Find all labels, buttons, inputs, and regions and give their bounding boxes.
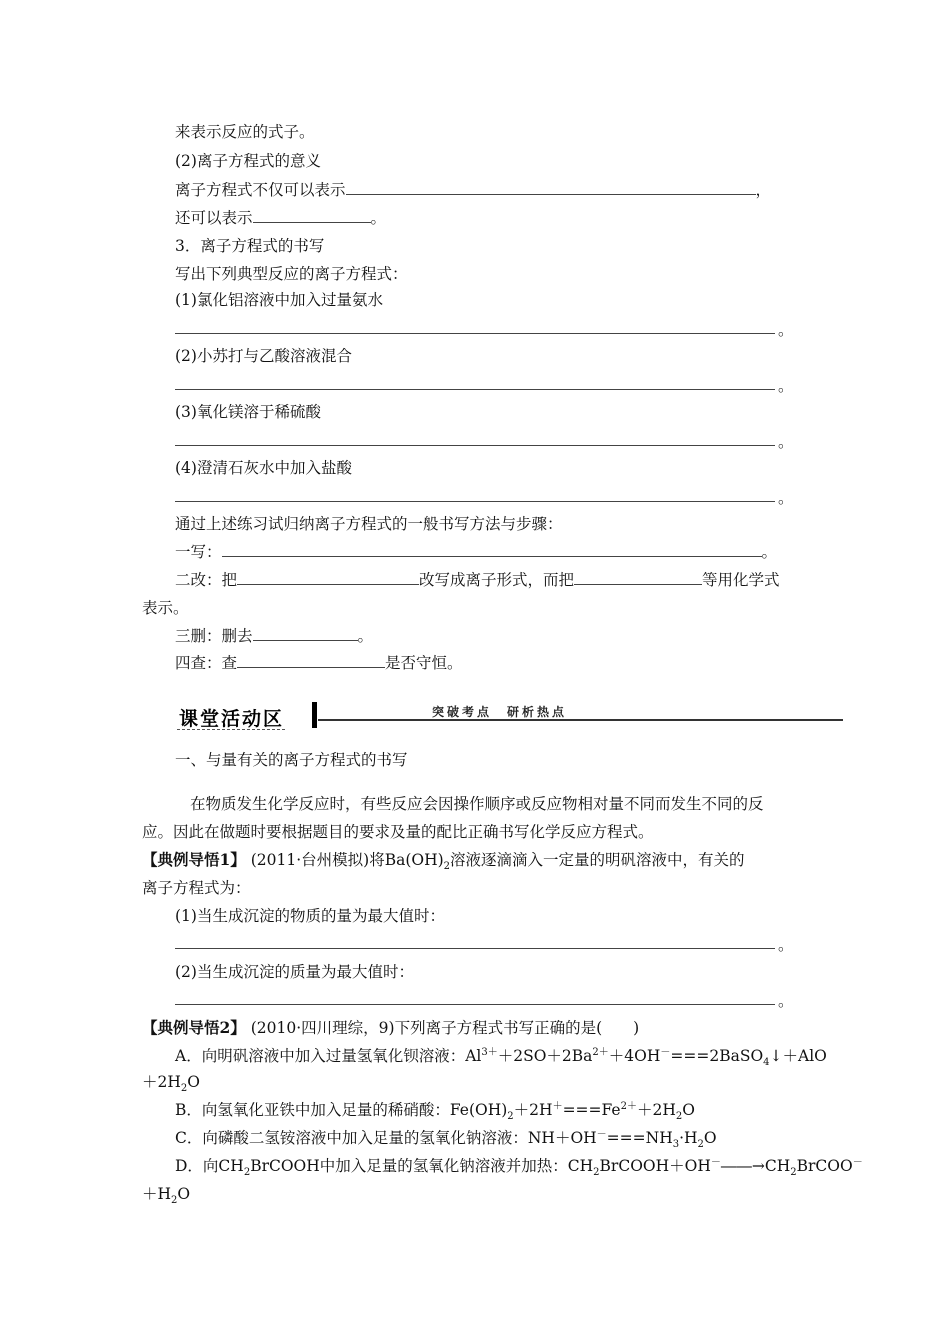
superscript: ＋	[552, 1100, 563, 1112]
option-a[interactable]	[175, 1046, 827, 1069]
text: O	[177, 1185, 191, 1203]
option-d[interactable]	[175, 1156, 863, 1179]
text: BrCOO	[796, 1157, 853, 1175]
example-tag: 【典例导悟1】	[142, 850, 246, 869]
question-item-3: (3)氧化镁溶于稀硫酸	[175, 403, 321, 421]
text: 溶液逐滴滴入一定量的明矾溶液中，有关的	[450, 851, 745, 869]
answer-blank-4[interactable]	[175, 501, 775, 502]
subscript: 2	[180, 1083, 188, 1095]
subscript: 4	[763, 1057, 770, 1069]
text: (2010·四川理综，9)下列离子方程式书写正确的是( )	[250, 1019, 640, 1037]
label: 是否守恒。	[385, 654, 463, 672]
example-2	[142, 1018, 639, 1038]
instruction: 写出下列典型反应的离子方程式：	[175, 265, 408, 283]
banner-title: 课堂活动区	[179, 708, 285, 730]
section-banner	[175, 700, 315, 732]
text: A．向明矾溶液中加入过量氢氧化钡溶液：Al	[175, 1047, 482, 1065]
text: (2011·台州模拟)将Ba(OH)	[250, 851, 444, 869]
text: D．向CH	[175, 1157, 244, 1175]
text: ===NH	[606, 1129, 673, 1147]
blank-step-4[interactable]	[237, 653, 385, 668]
text: BrCOOH＋OH	[599, 1157, 711, 1175]
punct: 。	[778, 377, 794, 395]
section-heading-1: 一、与量有关的离子方程式的书写	[175, 751, 408, 769]
step-2-cont: 表示。	[142, 599, 189, 617]
example-tag: 【典例导悟2】	[142, 1018, 246, 1037]
text-line: 来表示反应的式子。	[175, 123, 315, 141]
banner-bar	[312, 702, 317, 728]
label: 还可以表示	[175, 209, 253, 227]
subscript: 2	[790, 1167, 797, 1179]
punct: 。	[370, 209, 387, 227]
question-item-2: (2)小苏打与乙酸溶液混合	[175, 347, 352, 365]
answer-blank-ex1-q2[interactable]	[175, 1004, 775, 1005]
fill-line-meaning-a	[175, 180, 771, 200]
text: ·H	[679, 1129, 698, 1147]
blank-step-3[interactable]	[253, 626, 358, 641]
step-3	[175, 626, 373, 646]
question-item-1: (1)氯化铝溶液中加入过量氨水	[175, 291, 383, 309]
text: ＋2SO＋2Ba	[497, 1047, 593, 1065]
label: 三删：删去	[175, 627, 253, 645]
label: 一写：	[175, 543, 222, 561]
text: ＋2H	[636, 1101, 676, 1119]
fill-line-meaning-b	[175, 208, 386, 228]
subscript: 2	[243, 1167, 251, 1179]
superscript: 2＋	[620, 1100, 637, 1112]
step-4	[175, 653, 463, 673]
option-b[interactable]	[175, 1100, 695, 1123]
text: C．向磷酸二氢铵溶液中加入足量的氢氧化钠溶液：NH＋OH	[175, 1129, 597, 1147]
superscript: 3＋	[481, 1046, 498, 1058]
text: ＋4OH	[608, 1047, 661, 1065]
punct: 。	[778, 992, 794, 1010]
punct: 。	[778, 936, 794, 954]
punct: 。	[778, 489, 794, 507]
text: ＋H	[142, 1185, 172, 1203]
blank-step-2a[interactable]	[237, 570, 419, 585]
step-2	[175, 570, 780, 590]
text: ===2BaSO	[670, 1047, 764, 1065]
subscript: 2	[593, 1167, 600, 1179]
question-item-4: (4)澄清石灰水中加入盐酸	[175, 459, 352, 477]
example-1-cont: 离子方程式为：	[142, 879, 251, 897]
answer-blank-3[interactable]	[175, 445, 775, 446]
paragraph-line-1: 在物质发生化学反应时，有些反应会因操作顺序或反应物相对量不同而发生不同的反	[190, 795, 764, 813]
option-c[interactable]	[175, 1128, 717, 1151]
label: 改写成离子形式，而把	[419, 571, 575, 589]
punct: 。	[778, 433, 794, 451]
punct: 。	[357, 627, 374, 645]
banner-subtitle: 突破考点 研析热点	[432, 705, 568, 719]
subscript: 2	[697, 1139, 704, 1151]
superscript: －	[660, 1046, 671, 1058]
text: O	[682, 1101, 695, 1119]
subscript: 2	[507, 1111, 514, 1123]
text: O	[187, 1073, 200, 1091]
subheading-meaning: (2)离子方程式的意义	[175, 152, 321, 170]
answer-blank-1[interactable]	[175, 333, 775, 334]
banner-underline	[177, 729, 285, 730]
superscript: 2＋	[592, 1046, 609, 1058]
answer-blank-2[interactable]	[175, 389, 775, 390]
subscript: 2	[443, 861, 451, 873]
text: ＋2H	[142, 1073, 181, 1091]
summary-text: 通过上述练习试归纳离子方程式的一般书写方法与步骤：	[175, 515, 563, 533]
punct: 。	[761, 543, 778, 561]
subscript: 2	[675, 1111, 683, 1123]
paragraph-line-2: 应。因此在做题时要根据题目的要求及量的配比正确书写化学反应方程式。	[142, 823, 654, 841]
punct: ，	[755, 181, 772, 199]
text: B．向氢氧化亚铁中加入足量的稀硝酸：Fe(OH)	[175, 1101, 508, 1119]
blank-step-1[interactable]	[222, 542, 762, 557]
label: 四查：查	[175, 654, 238, 672]
blank-meaning-a[interactable]	[346, 180, 756, 195]
step-1	[175, 542, 777, 562]
text: BrCOOH中加入足量的氢氧化钠溶液并加热：CH	[250, 1157, 594, 1175]
example-1-q1: (1)当生成沉淀的物质的量为最大值时：	[175, 907, 445, 925]
superscript: －	[596, 1128, 607, 1140]
text: ――→CH	[720, 1157, 791, 1175]
answer-blank-ex1-q1[interactable]	[175, 948, 775, 949]
superscript: －	[710, 1156, 721, 1168]
subscript: 3	[672, 1139, 680, 1151]
blank-step-2b[interactable]	[574, 570, 702, 585]
subscript: 2	[171, 1195, 178, 1207]
example-1	[142, 850, 745, 873]
text: ↓＋AlO	[769, 1047, 827, 1065]
blank-meaning-b[interactable]	[253, 208, 371, 223]
punct: 。	[778, 321, 794, 339]
label: 等用化学式	[702, 571, 780, 589]
example-1-q2: (2)当生成沉淀的质量为最大值时：	[175, 963, 414, 981]
label: 二改：把	[175, 571, 238, 589]
text: ===Fe	[562, 1101, 621, 1119]
label: 离子方程式不仅可以表示	[175, 181, 346, 199]
option-d-cont	[142, 1184, 191, 1207]
banner-rule	[318, 719, 843, 721]
section-heading-3: 3．离子方程式的书写	[175, 237, 325, 255]
text: ＋2H	[513, 1101, 553, 1119]
superscript: －	[852, 1156, 863, 1168]
option-a-cont	[142, 1072, 200, 1095]
text: O	[703, 1129, 717, 1147]
